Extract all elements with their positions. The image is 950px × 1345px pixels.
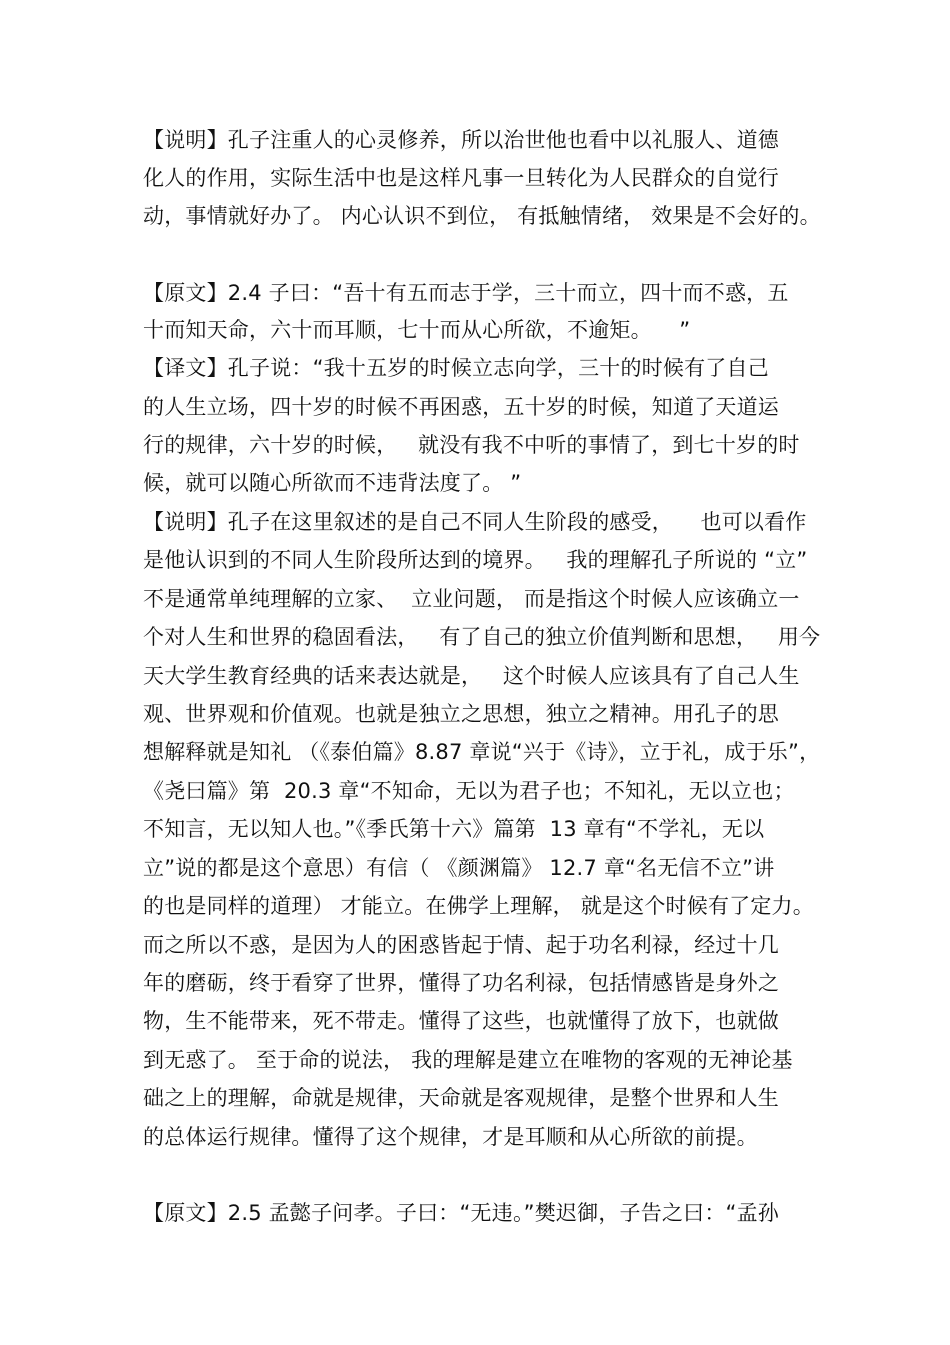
- text-line: 的人生立场，四十岁的时候不再困惑，五十岁的时候，知道了天道运: [143, 395, 779, 419]
- text-line: 的也是同样的道理） 才能立。在佛学上理解， 就是这个时候有了定力。: [143, 894, 814, 918]
- text-line: 行的规律，六十岁的时候， 就没有我不中听的事情了，到七十岁的时: [143, 433, 800, 457]
- text-line: 【原文】2.4 子曰：“吾十有五而志于学，三十而立，四十而不惑，五: [143, 281, 789, 305]
- text-line: 《尧曰篇》第 20.3 章“不知命，无以为君子也；不知礼，无以立也；: [143, 779, 795, 803]
- text-line: 【说明】孔子在这里叙述的是自己不同人生阶段的感受， 也可以看作: [143, 510, 807, 534]
- text-line: 动，事情就好办了。 内心认识不到位， 有抵触情绪， 效果是不会好的。: [143, 204, 821, 228]
- text-line: 想解释就是知礼 （《泰伯篇》8.87 章说“兴于《诗》，立于礼，成于乐”，: [143, 740, 821, 764]
- text-line: 不知言，无以知人也。”《季氏第十六》篇第 13 章有“不学礼，无以: [143, 817, 765, 841]
- text-line: 【原文】2.5 孟懿子问孝。子曰：“无违。”樊迟御，子告之曰：“孟孙: [143, 1201, 780, 1225]
- text-line: 物，生不能带来，死不带走。懂得了这些，也就懂得了放下，也就做: [143, 1009, 779, 1033]
- text-line: 【说明】孔子注重人的心灵修养，所以治世他也看中以礼服人、道德: [143, 128, 779, 152]
- text-line: 化人的作用，实际生活中也是这样凡事一旦转化为人民群众的自觉行: [143, 166, 779, 190]
- text-line: 不是通常单纯理解的立家、 立业问题， 而是指这个时候人应该确立一: [143, 587, 800, 611]
- text-line: 的总体运行规律。懂得了这个规律，才是耳顺和从心所欲的前提。: [143, 1125, 758, 1149]
- text-line: 立”说的都是这个意思）有信（ 《颜渊篇》 12.7 章“名无信不立”讲: [143, 856, 775, 880]
- text-line: 而之所以不惑，是因为人的困惑皆起于情、起于功名利禄，经过十几: [143, 933, 779, 957]
- text-line: 年的磨砺，终于看穿了世界，懂得了功名利禄，包括情感皆是身外之: [143, 971, 779, 995]
- text-line: 十而知天命，六十而耳顺，七十而从心所欲，不逾矩。 ”: [143, 318, 691, 342]
- text-line: 是他认识到的不同人生阶段所达到的境界。 我的理解孔子所说的 “立”: [143, 548, 808, 572]
- text-line: 到无惑了。 至于命的说法， 我的理解是建立在唯物的客观的无神论基: [143, 1048, 793, 1072]
- text-line: 个对人生和世界的稳固看法， 有了自己的独立价值判断和思想， 用今: [143, 625, 821, 649]
- text-line: 候，就可以随心所欲而不违背法度了。 ”: [143, 471, 522, 495]
- text-line: 础之上的理解，命就是规律，天命就是客观规律，是整个世界和人生: [143, 1086, 779, 1110]
- text-line: 观、世界观和价值观。也就是独立之思想，独立之精神。用孔子的思: [143, 702, 779, 726]
- text-line: 【译文】孔子说：“我十五岁的时候立志向学，三十的时候有了自己: [143, 356, 769, 380]
- text-line: 天大学生教育经典的话来表达就是， 这个时候人应该具有了自己人生: [143, 664, 800, 688]
